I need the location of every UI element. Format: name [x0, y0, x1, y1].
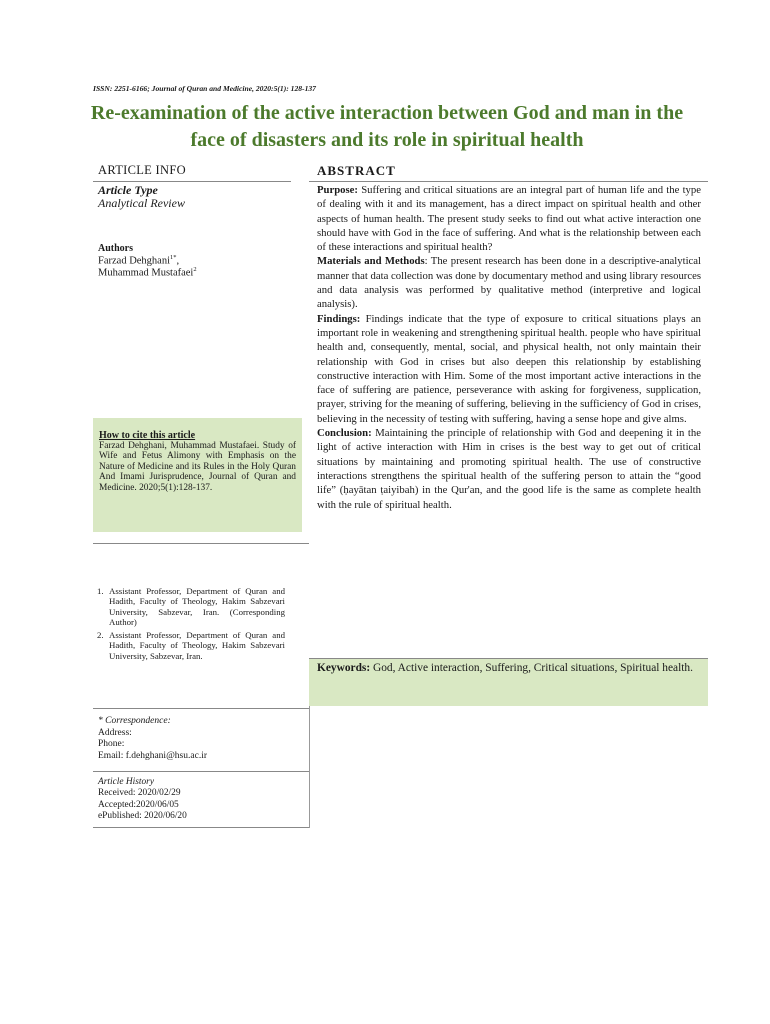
history-bottom-rule: [93, 827, 309, 828]
how-to-cite-box: [93, 418, 302, 532]
conclusion-label: Conclusion:: [317, 427, 372, 440]
affiliation-1-number: 1.: [97, 586, 104, 596]
column-divider: [309, 706, 310, 828]
history-top-rule: [93, 771, 309, 772]
article-type-value: Analytical Review: [98, 196, 185, 210]
affiliation-2-text: Assistant Professor, Department of Quran and Hadith, Faculty of Theology, Hakim Sabzevari University, Sabzevar, Iran.: [109, 630, 285, 661]
author-1-sup: 1*: [170, 254, 177, 261]
abstract-purpose: [317, 183, 701, 254]
article-info-rule: [93, 181, 291, 182]
abstract-conclusion: [317, 426, 701, 512]
history-label: Article History: [98, 777, 154, 787]
article-title: Re-examination of the active interaction between God and man in the face of disasters and its role in spiritual health: [90, 102, 684, 151]
authors-label: Authors: [98, 243, 134, 254]
article-history-block: [98, 777, 187, 823]
findings-label: Findings:: [317, 312, 361, 325]
abstract-methods: [317, 254, 701, 311]
journal-citation-line: ISSN: 2251-6166; Journal of Quran and Medicine, 2020:5(1): 128-137: [93, 84, 316, 93]
keywords-top-rule: [309, 658, 708, 659]
correspondence-address: Address:: [98, 727, 132, 738]
how-to-cite-title: How to cite this article: [99, 430, 196, 441]
author-2: [98, 266, 197, 279]
keywords: [317, 661, 697, 676]
methods-text: : The present research has been done in a descriptive-analytical manner that data collection was done by documentary method and using library resources and data analysis was performed by qualitative method (interpretive and logical analysis).: [317, 255, 701, 311]
correspondence-label: * Correspondence:: [98, 716, 171, 726]
keywords-text: God, Active interaction, Suffering, Critical situations, Spiritual health.: [370, 662, 693, 674]
article-info-heading: ARTICLE INFO: [98, 163, 186, 177]
abstract-heading: ABSTRACT: [317, 163, 396, 178]
correspondence-phone: Phone:: [98, 739, 125, 750]
history-accepted: Accepted:2020/06/05: [98, 799, 179, 810]
history-published: ePublished: 2020/06/20: [98, 811, 187, 822]
affiliation-1: [97, 586, 285, 628]
methods-label: Materials and Methods: [317, 255, 425, 268]
affiliation-1-text: Assistant Professor, Department of Quran and Hadith, Faculty of Theology, Hakim Sabzevari University, Sabzevar, Iran. (Corresponding Author): [109, 586, 285, 628]
history-received: Received: 2020/02/29: [98, 788, 181, 799]
abstract-rule: [309, 181, 708, 182]
affiliation-2: [97, 630, 285, 661]
author-1: [98, 254, 179, 267]
how-to-cite-text: Farzad Dehghani, Muhammad Mustafaei. Study of Wife and Fetus Alimony with Emphasis on the Nature of Medicine and its Rules in the Holy Quran And Imami Jurisprudence, Journal of Quran and Medicine. 2020;5(1):128-137.: [99, 441, 296, 493]
findings-text: Findings indicate that the type of exposure to critical situations plays an important role in weakening and strengthening spiritual health. people who have spiritual health and, consequently, mental, social, and physical health, not only maintain their relationship with God in crises but also deepen this relationship by establishing constructive interaction with Him. Some of the most important active interactions in the face of suffering are patience, perseverance with asking for forgiveness, supplication, prayer, striving for the meaning of suffering, believing in the sufficiency of God in crises, believing in the necessity of testing with suffering, having a sense hope and give alms.: [317, 312, 701, 425]
correspondence-block: [98, 716, 207, 763]
abstract-body: [317, 183, 701, 512]
conclusion-text: Maintaining the principle of relationship with God and deepening it in the light of active interaction with Him in crises is the best way to get out of critical situations by maintaining and promoting spiritual health. The use of constructive interactions strengthens the spiritual health of the suffering person to attain the “good life” (ḥayātan ṭaiyibah) in the Qur'an, and the good life is the same as complete health with the rule of spiritual health.: [317, 427, 701, 511]
purpose-label: Purpose:: [317, 184, 358, 196]
author-2-sup: 2: [193, 266, 197, 273]
cite-bottom-rule: [93, 543, 309, 544]
purpose-text: Suffering and critical situations are an integral part of human life and the type of dealing with it and its management, has a direct impact on spiritual health and other aspects of human health. The present study seeks to find out what active interaction one should have with God in the face of suffering. And what is the relationship between each of these interactions and spiritual health?: [317, 184, 701, 254]
abstract-findings: [317, 312, 701, 426]
keywords-label: Keywords:: [317, 662, 371, 674]
author-1-name: Farzad Dehghani: [98, 255, 171, 267]
affiliation-2-number: 2.: [97, 630, 104, 640]
correspondence-top-rule: [93, 708, 309, 709]
author-1-suffix: ,: [176, 255, 180, 267]
article-type-label: Article Type: [98, 183, 158, 197]
correspondence-email: Email: f.dehghani@hsu.ac.ir: [98, 751, 207, 762]
author-2-name: Muhammad Mustafaei: [98, 267, 194, 279]
